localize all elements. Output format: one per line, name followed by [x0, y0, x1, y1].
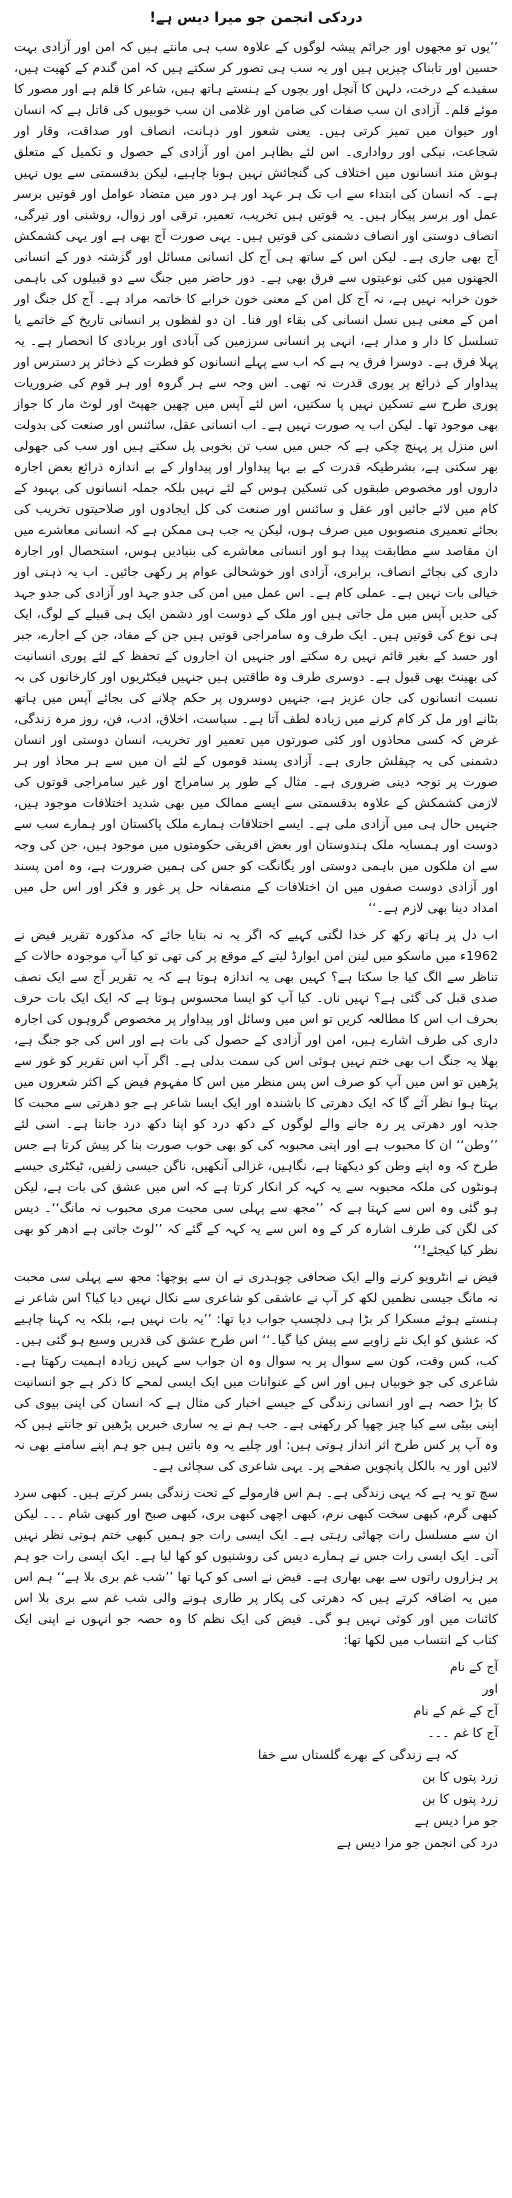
article-title: دردکی انجمن جو میرا دیس ہے!	[149, 10, 363, 26]
poem-block	[14, 1656, 498, 1854]
article-body	[14, 36, 498, 1650]
poem-line: زرد پتوں کا بن	[422, 1769, 498, 1784]
paragraph-commentary: اب دل پر ہاتھ رکھ کر خدا لگتی کہیے کہ اگر یہ نہ بتایا جائے کہ مذکورہ تقریر فیض نے 1962ء میں ماسکو میں لینن امن ایوارڈ لیتے کے موقع پر کی تھی تو کیا آپ موجودہ حالات کے تناظر سے الگ کیا جا سکتا ہے؟ کہیں بھی یہ اندازہ ہوتا ہے کہ یہ تقریر آج سے ایک نصف صدی قبل کی گئی ہے؟ نہیں ناں۔ کیا آپ کو ایسا محسوس ہوتا ہے کہ ایک ایک بات حرف بحرف اب اس کا مطالعہ کریں تو اس میں وسائل اور پیداوار پر مخصوص گروہوں کی اجارہ داری کی طرف اشارے ہیں، امن اور آزادی کے حصول کی بات ہے اور اس کی جو جنگ ہے، بھلا یہ جنگ اب بھی ختم نہیں ہوئی اس کی سمت بدلی ہے۔ اگر آپ اس تقریر کو غور سے پڑھیں تو اس میں آپ کو صرف اس پس منظر میں اس کا مفہوم فیض کے اکثر شعروں میں بہتا ہوا نظر آئے گا کہ ایک دھرتی کا باشندہ اور ایک ایسا شاعر ہے جو دھرتی سے محبت کا جذبہ اور دھرتی پر رہ جانے والے لوگوں کے دکھ درد کو اپنا دکھ درد جانتا ہے۔ اسی لئے ’’وطن‘‘ ان کا محبوب ہے اور اپنی محبوبہ کی کو بھی خوب صورت بنا کر پیش کرتا ہے جس طرح کہ وہ اپنے وطن کو دیکھتا ہے، نگاہیں، غزالی آنکھیں، ناگن جیسی زلفیں، ٹیکٹری جیسے ہونٹوں کی ملکہ محبوبہ سے یہ کہہ کر انکار کرتا ہے کہ اس میں عشق کی بات ہے، لیکن ہو گئی وہ اس سے کہتا ہے کہ ’’مجھ سے پہلی سی محبت مری محبوب نہ مانگ‘‘۔ دیس کی لگن کی طرف اشارہ کر کے وہ اس سے یہ کہہ کے گئے کہ ’’لوٹ جاتی ہے ادھر کو بھی نظر کیا کیجئے!‘‘	[14, 927, 498, 1257]
poem-line: جو مرا دیس ہے	[414, 1813, 498, 1828]
poem-line: آج کے غم کے نام	[413, 1703, 498, 1718]
paragraph-interview: فیض نے انٹرویو کرنے والے ایک صحافی چوہدری نے ان سے پوچھا: مجھ سے پہلی سی محبت نہ مانگ جیسی نظمیں لکھ کر آپ نے عاشقی کو شاعری سے نکال نہیں دیا کیا؟ اس شاعر نے ہنستے ہوئے مسکرا کر بڑا ہی دلچسپ جواب دیا تھا: ’’یہ بات نہیں ہے، بلکہ یہ کہنا چاہیے کہ عشق کو ایک نئے زاویے سے پیش کیا گیا۔‘‘ اس طرح عشق کی قدریں وسیع ہو گئی ہیں۔ کب، کس وقت، کون سے سوال پر یہ سوال وہ ان جواب سے کہیں زیادہ اہمیت رکھتا ہے۔ شاعری کی جو خوبیاں ہیں اور اس کے عنوانات میں ایک ایسی لمحے کا ذکر ہے جو انسانیت کا بڑا حصہ ہے اور انسانی زندگی کے جیسے اخبار کی مثال ہے کہ انسان کی اپنی بیوی کی اپنی بیٹی سے کیا چیز چھپا کر رکھنی ہے۔ جب ہم نے یہ ساری خبریں پڑھیں تو جانتے ہیں کہ وہ آپ پر کس طرح اثر انداز ہوتی ہیں: اور چلیے یہ وہ باتیں ہیں جو ہم اپنے سامنے بھی نہ لائیں اور یہ بالکل پانچویں صفحے پر۔ یہی شاعری کی سچائی ہے۔	[14, 1269, 498, 1473]
poem-line: آج کے نام	[449, 1659, 498, 1674]
poem-line: اور	[482, 1681, 498, 1696]
paragraph-speech-quote: ’’یوں تو مجھوں اور جرائم پیشہ لوگوں کے علاوہ سب ہی مانتے ہیں کہ امن اور آزادی بہت حسین اور تابناک چیزیں ہیں اور یہ سب ہی تصور کر سکتے ہیں کہ امن گندم کے کھیت ہیں، سفیدے کے درخت، دلہن کا آنچل اور بچوں کے ہنستے ہاتھ ہیں، شاعر کا قلم ہے اور مصور کا موئے قلم۔ آزادی ان سب صفات کی ضامن اور غلامی ان سب خوبیوں کی قاتل ہے کہ انسان اور حیوان میں تمیز کرتی ہیں۔ یعنی شعور اور ذہانت، انصاف اور صداقت، وقار اور شجاعت، نیکی اور رواداری۔ اس لئے بظاہر امن اور آزادی کے حصول و تکمیل کے متعلق ہوش مند انسانوں میں اختلاف کی گنجائش نہیں ہونا چاہیے، لیکن بدقسمتی سے یوں نہیں ہے۔ کہ انسان کی ابتداء سے اب تک ہر عہد اور ہر دور میں متضاد عوامل اور قوتیں برسر عمل اور برسر پیکار ہیں۔ یہ قوتیں ہیں تخریب، تعمیر، ترقی اور زوال، روشنی اور تیرگی، انصاف دوستی اور انصاف دشمنی کی قوتیں ہیں۔ یہی صورت آج بھی ہے اور یہی کشمکش آج بھی جاری ہے۔ لیکن اس کے ساتھ ہی آج کل انسانی مسائل اور گزشتہ دور کے انسانی الجھنوں میں کئی نوعیتوں سے فرق بھی ہے۔ دور حاضر میں جنگ سے دو قبیلوں کی باہمی خون خرابہ نہیں ہے، نہ آج کل امن کے معنی خون خرابے کا خاتمہ مراد ہے۔ آج کل جنگ اور امن کے معنی ہیں نسل انسانی کی بقاء اور فنا۔ ان دو لفظوں پر انسانی تاریخ کے خاتمے یا تسلسل کا دار و مدار ہے، انہی پر انسانی سرزمین کی آبادی اور بربادی کا انحصار ہے۔ یہ پہلا فرق ہے۔ دوسرا فرق یہ ہے کہ اب سے پہلے انسانوں کو فطرت کے ذخائر پر دسترس اور پیداوار کے ذرائع پر پوری قدرت نہ تھی۔ اس وجہ سے ہر گروہ اور ہر قوم کی ضروریات پوری طرح سے تسکین نہیں پا سکتیں، اس لئے آپس میں چھین جھپٹ اور لوٹ مار کا جواز بھی موجود تھا۔ لیکن اب یہ صورت نہیں ہے۔ اب انسانی عقل، سائنس اور صنعت کی بدولت اس منزل پر پہنچ چکی ہے کہ جس میں سب تن بخوبی پل سکتے ہیں اور سب کی جھولی بھر سکتی ہے، بشرطیکہ قدرت کے بے بہا پیداوار اور پیداوار کے بے اندازہ ذرائع بعض اجارہ داروں اور مخصوص طبقوں کی تسکین ہوس کے لئے نہیں بلکہ جملہ انسانوں کی بہبود کے کام میں لائے جائیں اور عقل و سائنس اور صنعت کی کل ایجادوں اور صلاحیتوں تخریب کی بجائے تعمیری منصوبوں میں صرف ہوں، لیکن یہ جب ہی ممکن ہے کہ انسانی معاشرے میں ان مقاصد سے مطابقت پیدا ہو اور انسانی معاشرے کی بنیادیں ہوس، استحصال اور اجارہ داری کی بجائے انصاف، برابری، آزادی اور خوشحالی عوام پر رکھی جائیں۔ اب یہ ذہنی اور خیالی بات نہیں ہے۔ عملی کام ہے۔ اس عمل میں امن کی جدو جہد اور آزادی کی جدو جہد کی حدیں آپس میں مل جاتی ہیں اور ملک کے دوست اور دشمن ایک ہی قبیلے کے لوگ، ایک ہی نوع کی قوتیں ہیں۔ ایک طرف وہ سامراجی قوتیں ہیں جن کے مفاد، جن کے اجارے، جبر اور حسد کے بغیر قائم نہیں رہ سکتے اور جنہیں ان اجاروں کے تحفظ کے لئے پوری انسانیت کی بھینٹ بھی قبول ہے۔ دوسری طرف وہ طاقتیں ہیں جنہیں فیکٹریوں اور کارخانوں کی بہ نسبت انسانوں کی جان عزیز ہے، جنہیں دوسروں پر حکم چلانے کی بجائے آپس میں ہاتھ بٹانے اور مل کر کام کرنے میں زیادہ لطف آتا ہے۔ سیاست، اخلاق، ادب، فن، روز مرہ زندگی، غرض کہ کسی محاذوں اور کئی صورتوں میں تعمیر اور تخریب، انسان دوستی اور انسان دشمنی کی یہ چپقلش جاری ہے۔ آزادی پسند قوموں کے لئے ان میں سے ہر محاذ اور ہر صورت پر توجہ دینی ضروری ہے۔ مثال کے طور پر سامراج اور غیر سامراجی قوتوں کی لازمی کشمکش کے علاوہ بدقسمتی سے ایسے ممالک میں بھی شدید اختلافات موجود ہیں، جنہیں حال ہی میں آزادی ملی ہے۔ ایسے اختلافات ہمارے ملک پاکستان اور ہمارے سب سے دوست اور ہمسایہ ملک ہندوستان اور بعض افریقی حکومتوں میں موجود ہیں، جن کی وجہ سے ان ملکوں میں باہمی دوستی اور یگانگت کو جس کی ہمیں ضرورت ہے، وہ امن پسند اور آزادی دوست صفوں میں ان اختلافات کے منصفانہ حل پر غور و فکر اور اس حل میں امداد دینا بھی لازم ہے۔‘‘	[14, 39, 498, 915]
poem-line: آج کا غم ۔۔۔	[427, 1725, 498, 1740]
paragraph-night-of-sorrow: سچ تو یہ ہے کہ یہی زندگی ہے۔ ہم اس فارمولے کے تحت زندگی بسر کرتے ہیں۔ کبھی سرد کبھی گرم، کبھی سخت کبھی نرم، کبھی اچھی کبھی بری، کبھی صبح اور کبھی شام ۔۔۔ لیکن ان سے مسلسل رات چھائی رہتی ہے۔ ایک ایسی رات جو ہمیں کبھی ختم ہوتی نظر نہیں آتی۔ ایک ایسی رات جس نے ہمارے دیس کی روشنیوں کو کھا لیا ہے۔ ایک ایسی رات جو ہم پر ہزاروں راتوں سے بھی بھاری ہے۔ فیض نے اسی کو کہا تھا ’’شب غم بری بلا ہے‘‘ ہم اس میں یہ اضافہ کرتے ہیں کہ دھرتی کی پکار پر طاری ہونے والی شب غم سے بری بلا اس کائنات میں اور کوئی نہیں ہو گی۔ فیض کی ایک نظم کا وہ حصہ جو انہوں نے اپنی ایک کتاب کے انتساب میں لکھا تھا:	[14, 1485, 498, 1647]
poem-line: درد کی انجمن جو مرا دیس ہے	[336, 1835, 498, 1850]
poem-line: زرد پتوں کا بن	[422, 1791, 498, 1806]
poem-line: کہ ہے زندگی کے بھرے گلستاں سے خفا	[257, 1747, 458, 1762]
